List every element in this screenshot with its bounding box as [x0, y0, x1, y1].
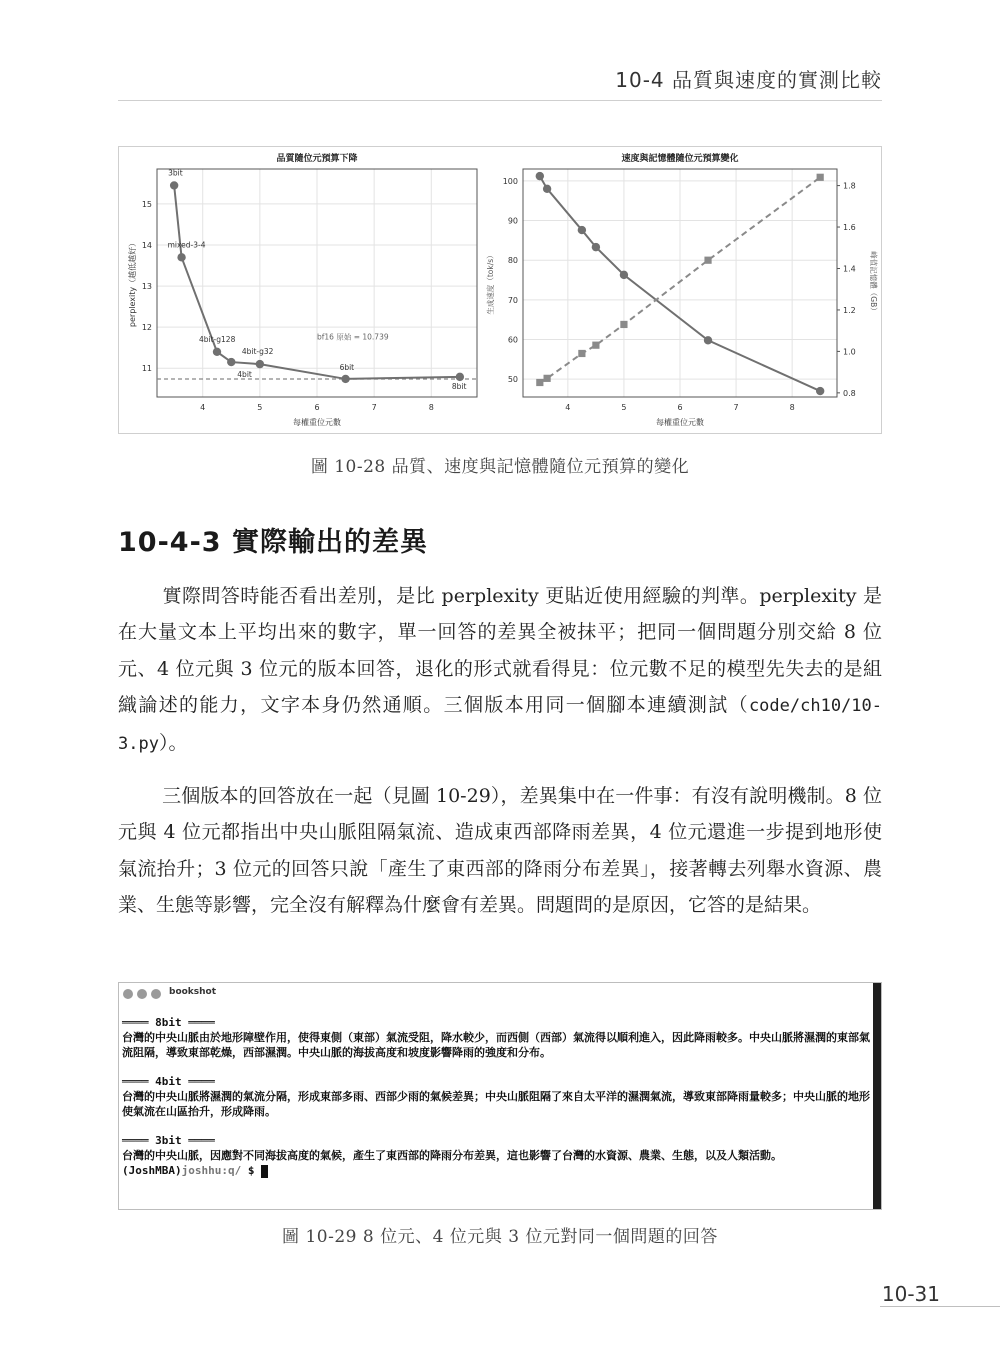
y2-tick-label: 1.6	[843, 223, 856, 233]
terminal-window	[118, 982, 882, 1210]
speed-point	[816, 387, 824, 395]
text-cursor	[261, 1165, 268, 1178]
y-tick-label: 13	[141, 282, 152, 292]
memory-point	[544, 375, 551, 382]
shell-prompt[interactable]	[122, 1163, 877, 1178]
data-point	[456, 373, 464, 381]
speed-point	[620, 271, 628, 279]
speed-point	[704, 336, 712, 344]
y-tick-label: 70	[507, 295, 518, 305]
y-tick-label: 14	[141, 241, 152, 250]
memory-point	[704, 257, 711, 264]
memory-point	[578, 350, 585, 357]
paragraph-1	[118, 578, 882, 762]
memory-point	[592, 342, 599, 349]
y-tick-label: 80	[507, 256, 518, 266]
data-point	[177, 253, 185, 261]
x-tick-label: 7	[371, 403, 377, 412]
x-tick-label: 4	[565, 403, 571, 412]
y-tick-label: 60	[507, 335, 518, 345]
figure-10-28-caption: 圖 10-28 品質、速度與記憶體隨位元預算的變化	[310, 457, 690, 477]
paragraph-2	[118, 778, 882, 924]
speed-point	[592, 243, 600, 251]
prompt-symbol: $	[241, 1164, 262, 1177]
x-tick-label: 7	[733, 403, 739, 412]
x-axis-label-left: 每權重位元數	[293, 418, 341, 427]
code-path: code/ch10/10-3.py	[118, 696, 882, 754]
x-tick-label: 8	[428, 403, 434, 412]
window-zoom-dot-icon[interactable]	[151, 989, 161, 999]
data-label: 8bit	[451, 381, 467, 391]
speed-point	[578, 226, 586, 234]
x-axis-label-right: 每權重位元數	[656, 418, 704, 427]
page-number: 10-31	[881, 1282, 940, 1306]
data-point	[213, 348, 221, 356]
y-tick-label: 12	[141, 323, 152, 333]
section-heading: 10-4-3 實際輸出的差異	[118, 527, 428, 558]
y-axis-label-left: perplexity（越低越好）	[128, 238, 137, 328]
y-tick-label: 50	[507, 375, 518, 385]
window-minimize-dot-icon[interactable]	[137, 989, 147, 999]
terminal-titlebar	[119, 983, 874, 1005]
terminal-title: bookshot	[169, 987, 217, 997]
data-label: mixed-3-4	[167, 240, 206, 250]
y2-tick-label: 0.8	[843, 388, 856, 398]
data-point	[170, 181, 178, 189]
y-axis-label-right: 生成速度（tok/s）	[486, 251, 495, 315]
data-label: 4bit-g128	[199, 334, 236, 344]
memory-point	[817, 174, 824, 181]
data-label: 4bit-g32	[241, 347, 274, 357]
y-tick-label: 15	[141, 199, 152, 209]
paragraph-1-tail: ）。	[158, 731, 188, 754]
output-text-3bit: 台灣的中央山脈，因應對不同海拔高度的氣候，產生了東西部的降雨分布差異，這也影響了台灣的水資源、農業、生態，以及人類活動。	[122, 1149, 782, 1162]
figure-10-28	[118, 146, 882, 434]
data-point	[341, 375, 349, 383]
footer-rule	[880, 1306, 1000, 1307]
speed-point	[543, 185, 551, 193]
output-text-4bit: 台灣的中央山脈將濕潤的氣流分隔，形成東部多雨、西部少雨的氣候差異；中央山脈阻隔了來自太平洋的濕潤氣流，導致東部降雨量較多；中央山脈的地形使氣流在山區抬升，形成降雨。	[122, 1090, 870, 1118]
paragraph-1-text: 實際問答時能否看出差別，是比 perplexity 更貼近使用經驗的判準。perplexity 是在大量文本上平均出來的數字，單一回答的差異全被抹平；把同一個問題分別交給 8 位元、4 位元與 3 位元的版本回答，退化的形式就看得見：位元數不足的模型先失去的是組織論述的能力，文字本身仍然通順。三個版本用同一個腳本連續測試（	[118, 585, 882, 717]
prompt-path: joshhu:q/	[181, 1164, 242, 1177]
reference-line-label: bf16 原始 = 10.739	[317, 332, 389, 342]
y2-tick-label: 1.0	[843, 347, 856, 357]
paragraph-2-text: 三個版本的回答放在一起（見圖 10-29），差異集中在一件事：有沒有說明機制。8 位元與 4 位元都指出中央山脈阻隔氣流、造成東西部降雨差異，4 位元還進一步提到地形使氣流抬升；3 位元的回答只說「產生了東西部的降雨分布差異」，接著轉去列舉水資源、農業、生態等影響，完全沒有解釋為什麼會有差異。問題問的是原因，它答的是結果。	[118, 785, 882, 917]
window-close-dot-icon[interactable]	[123, 989, 133, 999]
output-text-8bit: 台灣的中央山脈由於地形障壁作用，使得東側（東部）氣流受阻，降水較少，而西側（西部）氣流得以順利進入，因此降雨較多。中央山脈將濕潤的東部氣流阻隔，導致東部乾燥，西部濕潤。中央山脈的海拔高度和坡度影響降雨的強度和分布。	[122, 1031, 870, 1059]
y-tick-label: 90	[507, 216, 518, 226]
y2-tick-label: 1.8	[843, 181, 856, 191]
y-tick-label: 11	[141, 364, 152, 374]
y2-tick-label: 1.4	[843, 264, 856, 274]
data-point	[227, 358, 235, 366]
x-tick-label: 5	[621, 403, 627, 412]
x-tick-label: 6	[314, 403, 320, 412]
data-label: 3bit	[168, 168, 183, 178]
output-header-3bit: ════ 3bit ════	[122, 1134, 215, 1147]
data-label: 6bit	[339, 362, 355, 372]
figure-10-29-caption: 圖 10-29 8 位元、4 位元與 3 位元對同一個問題的回答	[282, 1227, 718, 1247]
y2-axis-label: 峰值記憶體（GB）	[869, 251, 878, 315]
memory-point	[620, 321, 627, 328]
y2-tick-label: 1.2	[843, 305, 856, 315]
output-header-8bit: ════ 8bit ════	[122, 1016, 215, 1029]
running-header: 10-4 品質與速度的實測比較	[615, 68, 882, 92]
chart-title-left: 品質隨位元預算下降	[276, 154, 358, 164]
terminal-output	[122, 1007, 877, 1178]
data-point	[256, 360, 264, 368]
header-rule	[118, 100, 882, 101]
chart-title-right: 速度與記憶體隨位元預算變化	[621, 154, 739, 164]
x-tick-label: 4	[200, 403, 206, 412]
memory-point	[536, 379, 543, 386]
data-label: 4bit	[237, 370, 252, 380]
x-tick-label: 5	[257, 403, 263, 412]
x-tick-label: 8	[789, 403, 795, 412]
speed-point	[536, 172, 544, 180]
charts-svg	[119, 147, 883, 435]
output-header-4bit: ════ 4bit ════	[122, 1075, 215, 1088]
y-tick-label: 100	[502, 176, 518, 186]
prompt-user: (JoshMBA)	[122, 1164, 182, 1177]
x-tick-label: 6	[677, 403, 683, 412]
